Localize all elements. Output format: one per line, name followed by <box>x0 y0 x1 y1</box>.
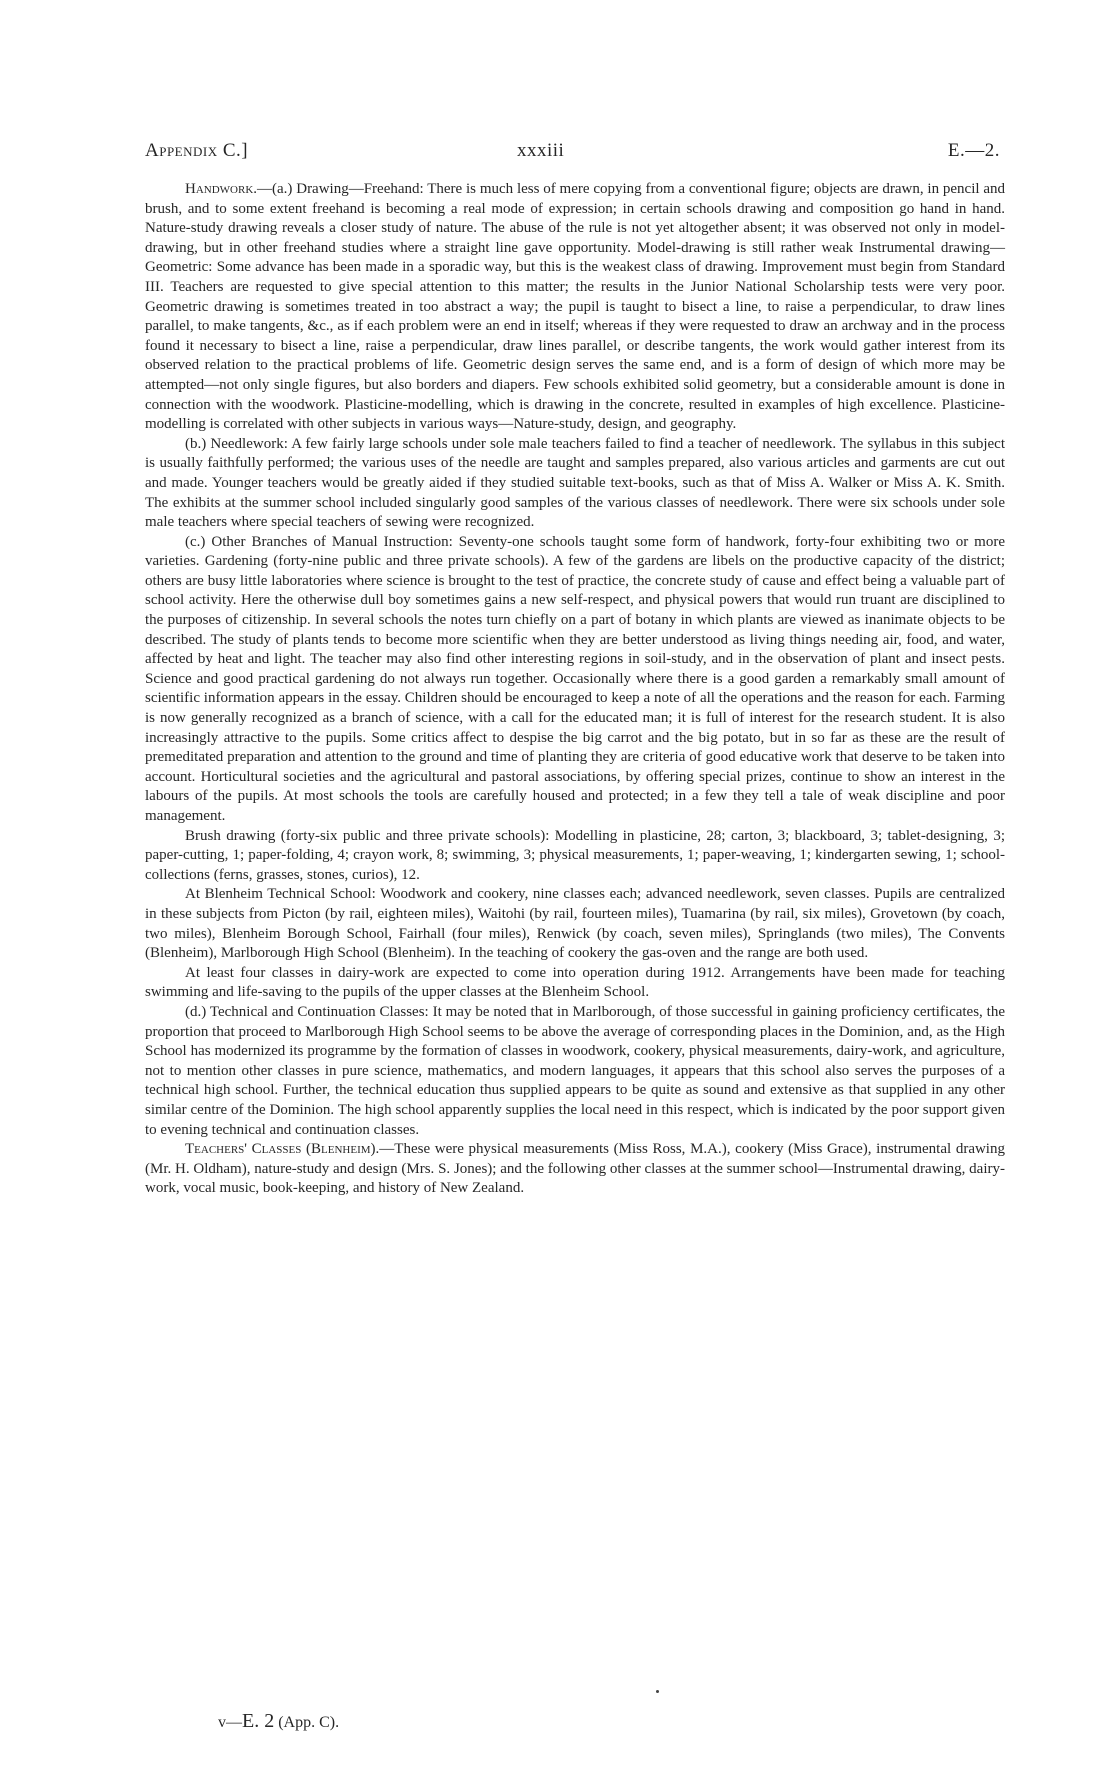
page-header <box>145 140 1000 166</box>
paragraph-technical: (d.) Technical and Continuation Classes: It may be noted that in Marlborough, of those successful in gaining proficiency certificates, the proportion that proceed to Marlborough High School seems to be above the average of corresponding places in the Dominion, and, as the High School has modernized its programme by the formation of classes in woodwork, cookery, physical measurements, dairy-work, and agriculture, not to mention other classes in pure science, mathematics, and modern languages, it appears that this school also serves the purposes of a technical high school. Further, the technical education thus supplied appears to be quite as sound and extensive as that supplied in any other similar centre of the Dominion. The high school apparently supplies the local need in this respect, which is indicated by the poor support given to evening technical and continuation classes. <box>145 1003 1005 1138</box>
paragraph-teachers-classes <box>145 1140 1005 1199</box>
paragraph-blenheim: At Blenheim Technical School: Woodwork and cookery, nine classes each; advanced needlework, seven classes. Pupils are centralized in these subjects from Picton (by rail, eighteen miles), Waitohi (by rail, fourteen miles), Tuamarina (by rail, six miles), Grovetown (by coach, two miles), Blenheim Borough School, Fairhall (four miles), Renwick (by coach, seven miles), Springlands (two miles), The Convents (Blenheim), Marlborough High School (Blenheim). In the teaching of cookery the gas-oven and the range are both used. <box>145 886 1005 962</box>
header-paper-code: E.—2. <box>947 140 1000 161</box>
heading-handwork: Handwork. <box>185 181 258 197</box>
paragraph-dairy: At least four classes in dairy-work are expected to come into operation during 1912. Arrangements have been made for teaching swimming and life-saving to the pupils of the upper classes at the Blenheim School. <box>145 964 1005 1001</box>
footer-suffix: (App. C). <box>278 1714 340 1731</box>
document-body <box>145 180 1005 1199</box>
page-footer <box>218 1710 339 1733</box>
text-handwork: —(a.) Drawing—Freehand: There is much less of mere copying from a conventional figure; objects are drawn, in pencil and brush, and to some extent freehand is becoming a real mode of expression; in certain schools drawing and composition go hand in hand. Nature-study drawing reveals a closer study of nature. The abuse of the rule is not yet altogether absent; it was observed not only in model-drawing, but in other freehand studies where a straight line gave opportunity. Model-drawing is still rather weak Instrumental drawing—Geometric: Some advance has been made in a sporadic way, but this is the weakest class of drawing. Improvement must begin from Standard III. Teachers are requested to give special attention to this matter; the results in the Junior National Scholarship tests were very poor. Geometric drawing is sometimes treated in too abstract a way; the pupil is taught to bisect a line, to raise a perpendicular, to draw lines parallel, to make tangents, &c., as if each problem were an end in itself; whereas if they were requested to draw an archway and in the process found it necessary to bisect a line, raise a perpendicular, draw lines parallel, or describe tangents, the work would gather interest from its observed relation to the practical problems of life. Geometric design serves the same end, and is a form of design of which more may be attempted—not only single figures, but also borders and diapers. Few schools exhibited solid geometry, but a considerable amount is done in connection with the woodwork. Plasticine-modelling, which is drawing in the concrete, resulted in examples of high excellence. Plasticine-modelling is correlated with other subjects in various ways—Nature-study, design, and geography. <box>145 181 1005 433</box>
paragraph-handwork <box>145 180 1005 435</box>
header-page-number: xxxiii <box>517 140 565 161</box>
paragraph-needlework: (b.) Needlework: A few fairly large schools under sole male teachers failed to find a teacher of needlework. The syllabus in this subject is usually faithfully performed; the various uses of the needle are taught and samples prepared, also various articles and garments are cut out and made. Younger teachers would be greatly aided if they studied suitable text-books, such as that of Miss A. Walker or Miss A. K. Smith. The exhibits at the summer school included singularly good samples of the various classes of needlework. There were six schools under sole male teachers where special teachers of sewing were recognized. <box>145 435 1005 531</box>
paragraph-brush-drawing: Brush drawing (forty-six public and three private schools): Modelling in plasticine, 28; carton, 3; blackboard, 3; tablet-designing, 3; paper-cutting, 1; paper-folding, 4; crayon work, 8; swimming, 3; physical measurements, 1; paper-weaving, 1; kindergarten sewing, 1; school-collections (ferns, grasses, stones, curios), 12. <box>145 827 1005 883</box>
heading-teachers-classes: Teachers' Classes (Blenheim). <box>185 1141 380 1158</box>
paragraph-manual-instruction: (c.) Other Branches of Manual Instruction: Seventy-one schools taught some form of handwork, forty-four exhibiting two or more varieties. Gardening (forty-nine public and three private schools). A few of the gardens are libels on the productive capacity of the district; others are busy little laboratories where science is brought to the test of practice, the concrete study of cause and effect being a valuable part of school activity. Here the otherwise dull boy sometimes gains a new self-respect, and physical powers that would run truant are disciplined to the purposes of citizenship. In several schools the notes turn chiefly on a part of botany in which plants are viewed as inanimate objects to be described. The study of plants tends to become more scientific when they are better understood as living things needing air, food, and water, affected by heat and light. The teacher may also find other interesting regions in soil-study, and in the observation of plant and insect pests. Science and good practical gardening do not always run together. Occasionally where there is a good garden a remarkably small amount of scientific information appears in the essay. Children should be encouraged to keep a note of all the operations and the reason for each. Farming is now generally recognized as a branch of science, with a call for the educated man; it is full of interest for the research student. It is also increasingly attractive to the pupils. Some critics affect to despise the big carrot and the big potato, but in so far as these are the result of premeditated preparation and attention to the ground and time of planting they are criteria of good educative work that deserve to be taken into account. Horticultural societies and the agricultural and pastoral associations, by offering special prizes, continue to show an interest in the labours of the pupils. At most schools the tools are carefully housed and protected; in a few they tell a tale of weak discipline and poor management. <box>145 533 1005 824</box>
header-appendix: Appendix C.] <box>145 140 249 161</box>
print-speck <box>656 1690 659 1693</box>
footer-prefix: v— <box>218 1714 242 1731</box>
text-teachers-classes: —These were physical measurements (Miss Ross, M.A.), cookery (Miss Grace), instrumental drawing (Mr. H. Oldham), nature-study and design (Mrs. S. Jones); and the following other classes at the summer school—Instrumental drawing, dairy-work, vocal music, book-keeping, and history of New Zealand. <box>145 1141 1005 1197</box>
footer-code: E. 2 <box>242 1710 275 1732</box>
